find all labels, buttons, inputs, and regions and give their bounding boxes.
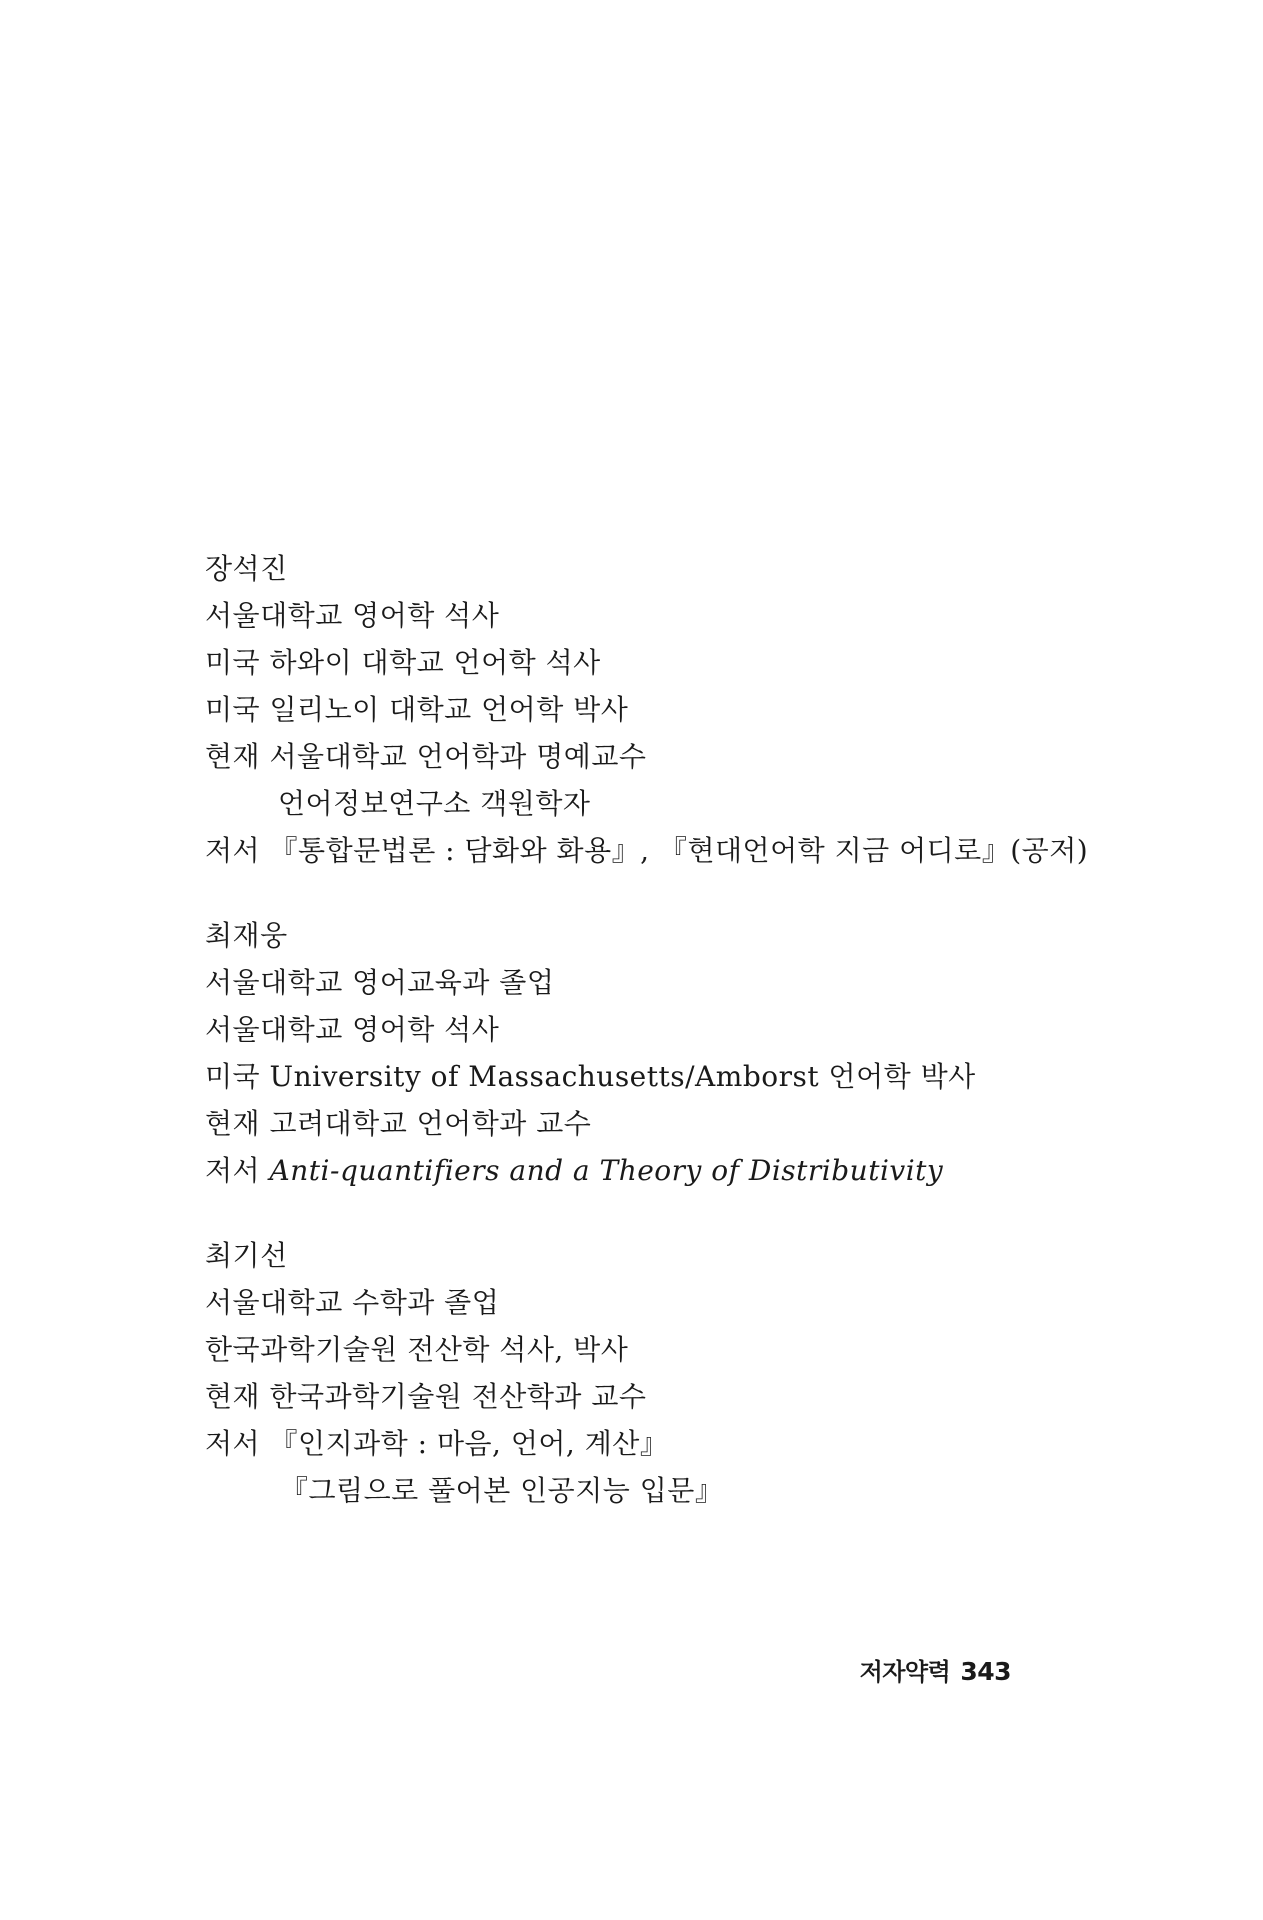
work-title: Anti-quantifiers and a Theory of Distributivity: [269, 1154, 944, 1187]
education-line: 미국 일리노이 대학교 언어학 박사: [205, 693, 629, 726]
works-continuation-line: [205, 1467, 1065, 1514]
education-line: 서울대학교 영어교육과 졸업: [205, 966, 555, 999]
footer-section-title: 저자약력: [859, 1658, 951, 1686]
work-title: 『통합문법론 : 담화와 화용』,: [269, 834, 650, 867]
education-line: 서울대학교 수학과 졸업: [205, 1286, 500, 1319]
position-line: 현재 한국과학기술원 전산학과 교수: [205, 1380, 647, 1413]
work-title: 『인지과학 : 마음, 언어, 계산』: [269, 1427, 669, 1460]
education-line: 서울대학교 영어학 석사: [205, 599, 500, 632]
page-number: 343: [960, 1657, 1011, 1686]
works-line: [205, 1420, 1065, 1467]
author-profile-choi-jaewoong: [205, 912, 1065, 1194]
position-line: 현재 서울대학교 언어학과 명예교수: [205, 740, 647, 773]
works-label: 저서: [205, 1154, 261, 1187]
works-line: [205, 827, 1089, 874]
work-title: 『현대언어학 지금 어디로』(공저): [658, 834, 1089, 867]
author-name: 최재웅: [205, 919, 288, 952]
education-line: 미국 하와이 대학교 언어학 석사: [205, 646, 601, 679]
author-profile-jang-seokjin: [205, 545, 1089, 874]
works-label: 저서: [205, 834, 261, 867]
work-title: 『그림으로 풀어본 인공지능 입문』: [280, 1474, 724, 1507]
position-continuation-line: 언어정보연구소 객원학자: [278, 787, 591, 820]
position-line: 현재 고려대학교 언어학과 교수: [205, 1107, 592, 1140]
works-line: [205, 1147, 1065, 1194]
author-profile-choi-keysun: [205, 1232, 1065, 1514]
works-label: 저서: [205, 1427, 261, 1460]
author-name: 장석진: [205, 552, 288, 585]
author-name: 최기선: [205, 1239, 288, 1272]
education-line: 한국과학기술원 전산학 석사, 박사: [205, 1333, 629, 1366]
page-footer: [860, 1652, 1011, 1687]
education-line: 서울대학교 영어학 석사: [205, 1013, 500, 1046]
education-line: 미국 University of Massachusetts/Amborst 언어학 박사: [205, 1060, 976, 1093]
